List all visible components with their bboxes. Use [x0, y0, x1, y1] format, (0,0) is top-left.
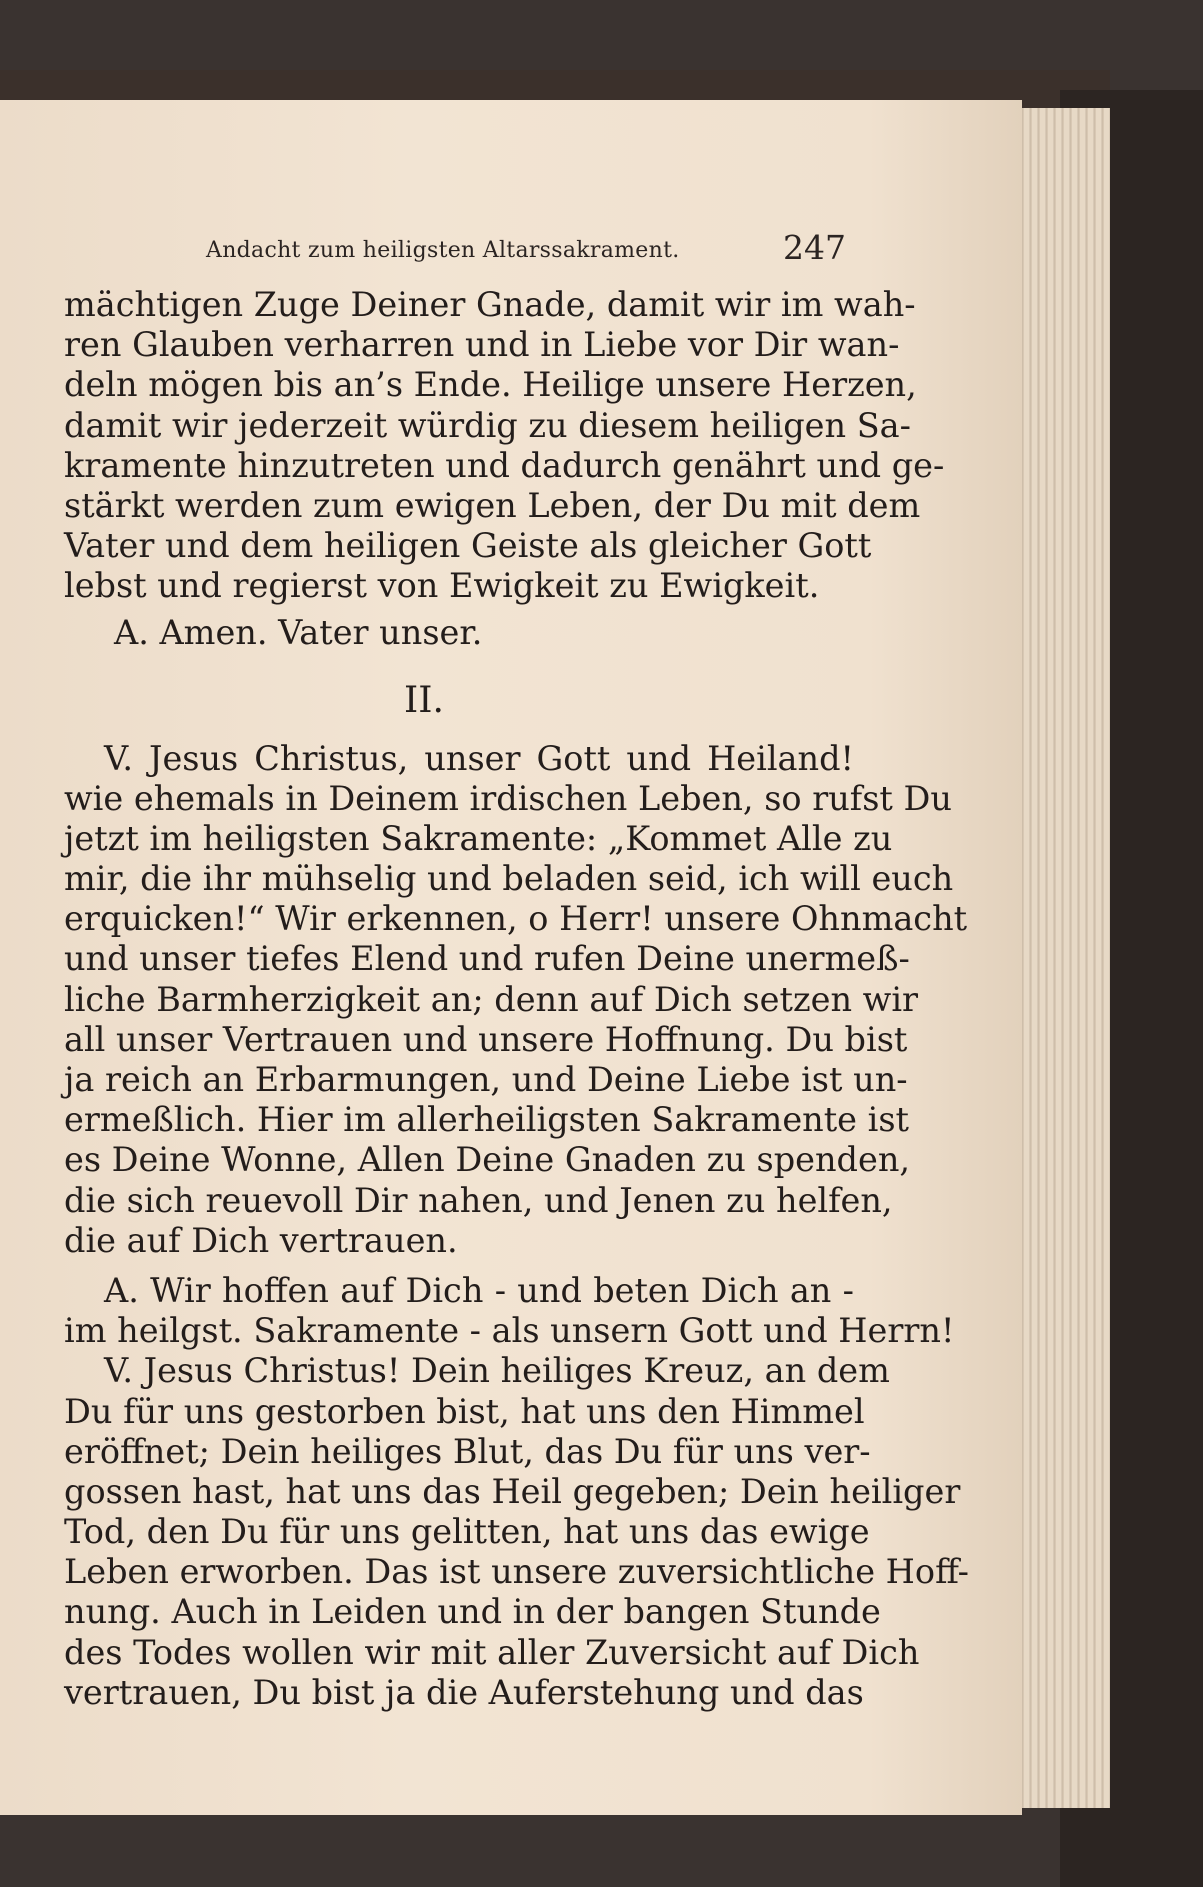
text-line: es Deine Wonne, Allen Deine Gnaden zu spenden, [64, 1140, 911, 1180]
section-numeral: II. [404, 679, 444, 721]
text-line: ja reich an Erbarmungen, und Deine Liebe ist un- [64, 1060, 908, 1099]
text-line: Tod, den Du für uns gelitten, hat uns das ewige [64, 1512, 870, 1552]
text-line: die auf Dich vertrauen. [64, 1220, 458, 1260]
text-line: deln mögen bis an’s Ende. Heilige unsere Herzen, [64, 365, 917, 405]
text-line: stärkt werden zum ewigen Leben, der Du mit dem [64, 485, 921, 525]
paragraph-versicle-one [64, 738, 968, 1261]
text-line: nung. Auch in Leiden und in der bangen Stunde [64, 1592, 881, 1632]
text-line: vertrauen, Du bist ja die Auferstehung und das [64, 1672, 864, 1712]
response-amen: A. Amen. Vater unser. [114, 612, 483, 652]
response-hoffen [64, 1270, 955, 1351]
running-title: Andacht zum heiligsten Altarssakrament. [206, 238, 680, 263]
text-line: die sich reuevoll Dir nahen, und Jenen zu helfen, [64, 1180, 893, 1220]
text-line: A. Wir hoffen auf Dich - und beten Dich an - [104, 1270, 854, 1310]
page-number: 247 [783, 228, 846, 267]
text-line: kramente hinzutreten und dadurch genährt und ge- [64, 445, 945, 485]
running-header [206, 228, 846, 268]
text-line: Vater und dem heiligen Geiste als gleicher Gott [64, 526, 872, 566]
text-line: ermeßlich. Hier im allerheiligsten Sakramente ist [64, 1100, 910, 1140]
text-line: eröffnet; Dein heiliges Blut, das Du für uns ver- [64, 1431, 871, 1471]
text-line: V. Jesus Christus, unser Gott und Heiland! [104, 738, 854, 778]
text-line: gossen hast, hat uns das Heil gegeben; Dein heiliger [64, 1471, 961, 1511]
text-line: all unser Vertrauen und unsere Hoffnung. Du bist [64, 1019, 908, 1059]
text-line: des Todes wollen wir mit aller Zuversicht auf Dich [64, 1632, 920, 1672]
text-line: mir, die ihr mühselig und beladen seid, ich will euch [64, 859, 954, 899]
text-line: im heilgst. Sakramente - als unsern Gott und Herrn! [64, 1311, 955, 1351]
text-line: V. Jesus Christus! Dein heiliges Kreuz, an dem [104, 1351, 890, 1391]
text-line: erquicken!“ Wir erkennen, o Herr! unsere Ohnmacht [64, 899, 968, 939]
text-line: Du für uns gestorben bist, hat uns den Himmel [64, 1391, 865, 1431]
text-line: liche Barmherzigkeit an; denn auf Dich setzen wir [64, 979, 919, 1019]
text-line: mächtigen Zuge Deiner Gnade, damit wir im wah- [64, 285, 916, 324]
text-line: Leben erworben. Das ist unsere zuversichtliche Hoff- [64, 1552, 969, 1592]
text-line: ren Glauben verharren und in Liebe vor Dir wan- [64, 325, 900, 365]
book-page [0, 100, 1022, 1815]
text-line: damit wir jederzeit würdig zu diesem heiligen Sa- [64, 405, 911, 445]
text-line: wie ehemals in Deinem irdischen Leben, so rufst Du [64, 778, 952, 818]
paragraph-prayer-continuation [64, 285, 945, 607]
paragraph-versicle-two [64, 1351, 969, 1713]
text-line: jetzt im heiligsten Sakramente: „Kommet Alle zu [64, 818, 893, 858]
text-line: lebst und regierst von Ewigkeit zu Ewigkeit. [64, 566, 820, 606]
text-line: und unser tiefes Elend und rufen Deine unermeß- [64, 939, 910, 979]
page-text [64, 285, 969, 1713]
